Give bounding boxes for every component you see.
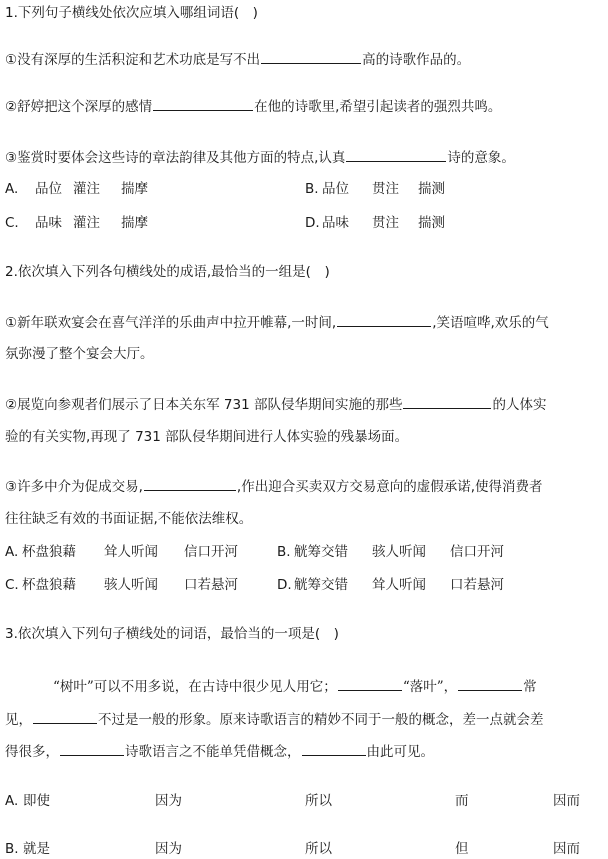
q1-s3-before: ③鉴赏时要体会这些诗的章法韵律及其他方面的特点,认真	[5, 150, 346, 166]
q2-sentence-2-line-1	[5, 394, 546, 415]
q2-sentence-1-line-2: 氛弥漫了整个宴会大厅。	[5, 346, 154, 362]
q2-s3-before: ③许多中介为促成交易,	[5, 479, 143, 495]
q2-sentence-2-line-2: 验的有关实物,再现了 731 部队侵华期间进行人体实验的残暴场面。	[5, 429, 409, 445]
q3-passage-line-3: 得很多， 诗歌语言之不能单凭借概念， 由此可见。	[5, 741, 434, 762]
q1-option-b[interactable]: B. 品位 贯注 揣测	[305, 181, 445, 197]
q3-option-a-word-3: 所以	[305, 793, 332, 809]
q1-option-a[interactable]: A. 品位 灌注 揣摩	[5, 181, 148, 197]
fill-blank	[261, 49, 361, 64]
q1-stem: 1.下列句子横线处依次应填入哪组词语( )	[5, 5, 258, 21]
q2-s2-after: 的人体实	[492, 397, 547, 413]
q2-sentence-3-line-1	[5, 476, 543, 497]
q2-option-c[interactable]: C. 杯盘狼藉 骇人听闻 口若悬河	[5, 577, 238, 593]
q3-passage-line-1: “树叶”可以不用多说，在古诗中很少见人用它； “落叶”， 常	[53, 676, 537, 697]
q2-s1-after: ,笑语喧哗,欢乐的气	[432, 315, 549, 331]
q2-option-b[interactable]: B. 觥筹交错 骇人听闻 信口开河	[277, 544, 504, 560]
q3-option-a-letter[interactable]: A.	[5, 793, 19, 809]
q1-s2-after: 在他的诗歌里,希望引起读者的强烈共鸣。	[254, 99, 502, 115]
fill-blank	[60, 741, 124, 756]
fill-blank	[403, 394, 491, 409]
q2-sentence-1-line-1	[5, 312, 549, 333]
q3-option-a-word-5: 因而	[553, 793, 580, 809]
fill-blank	[337, 312, 431, 327]
q1-sentence-3	[5, 147, 515, 168]
q2-s3-after: ,作出迎合买卖双方交易意向的虚假承诺,使得消费者	[236, 479, 543, 495]
q3-option-b-word-4: 但	[455, 841, 469, 857]
q1-s1-after: 高的诗歌作品的。	[362, 52, 471, 68]
q1-sentence-2	[5, 96, 501, 117]
q2-option-a[interactable]: A. 杯盘狼藉 耸人听闻 信口开河	[5, 544, 238, 560]
q3-option-b-word-3: 所以	[305, 841, 332, 857]
q2-sentence-3-line-2: 往往缺乏有效的书面证据,不能依法维权。	[5, 511, 253, 527]
fill-blank	[338, 676, 402, 691]
fill-blank	[153, 96, 253, 111]
q3-option-b-letter[interactable]: B.	[5, 841, 19, 857]
q3-option-b-word-2: 因为	[155, 841, 182, 857]
q1-s2-before: ②舒婷把这个深厚的感情	[5, 99, 153, 115]
q3-option-a-word-1: 即使	[23, 793, 50, 809]
q3-stem: 3.依次填入下列句子横线处的词语，最恰当的一项是( )	[5, 626, 339, 642]
q1-option-d[interactable]: D. 品味 贯注 揣测	[305, 215, 445, 231]
q2-s2-before: ②展览向参观者们展示了日本关东军 731 部队侵华期间实施的那些	[5, 397, 403, 413]
fill-blank	[302, 741, 366, 756]
q1-option-c[interactable]: C. 品味 灌注 揣摩	[5, 215, 148, 231]
q1-s3-after: 诗的意象。	[447, 150, 515, 166]
fill-blank	[33, 709, 97, 724]
fill-blank	[144, 476, 236, 491]
q3-option-b-word-1: 就是	[23, 841, 50, 857]
q1-sentence-1	[5, 49, 470, 70]
q3-option-b-word-5: 因而	[553, 841, 580, 857]
q2-s1-before: ①新年联欢宴会在喜气洋洋的乐曲声中拉开帷幕,一时间,	[5, 315, 337, 331]
q3-option-a-word-2: 因为	[155, 793, 182, 809]
q1-s1-before: ①没有深厚的生活积淀和艺术功底是写不出	[5, 52, 261, 68]
q2-option-d[interactable]: D. 觥筹交错 耸人听闻 口若悬河	[277, 577, 504, 593]
q2-stem: 2.依次填入下列各句横线处的成语,最恰当的一组是( )	[5, 264, 330, 280]
q3-passage-line-2: 见， 不过是一般的形象。原来诗歌语言的精妙不同于一般的概念，差一点就会差	[5, 709, 544, 730]
q3-option-a-word-4: 而	[455, 793, 469, 809]
fill-blank	[346, 147, 446, 162]
fill-blank	[458, 676, 522, 691]
